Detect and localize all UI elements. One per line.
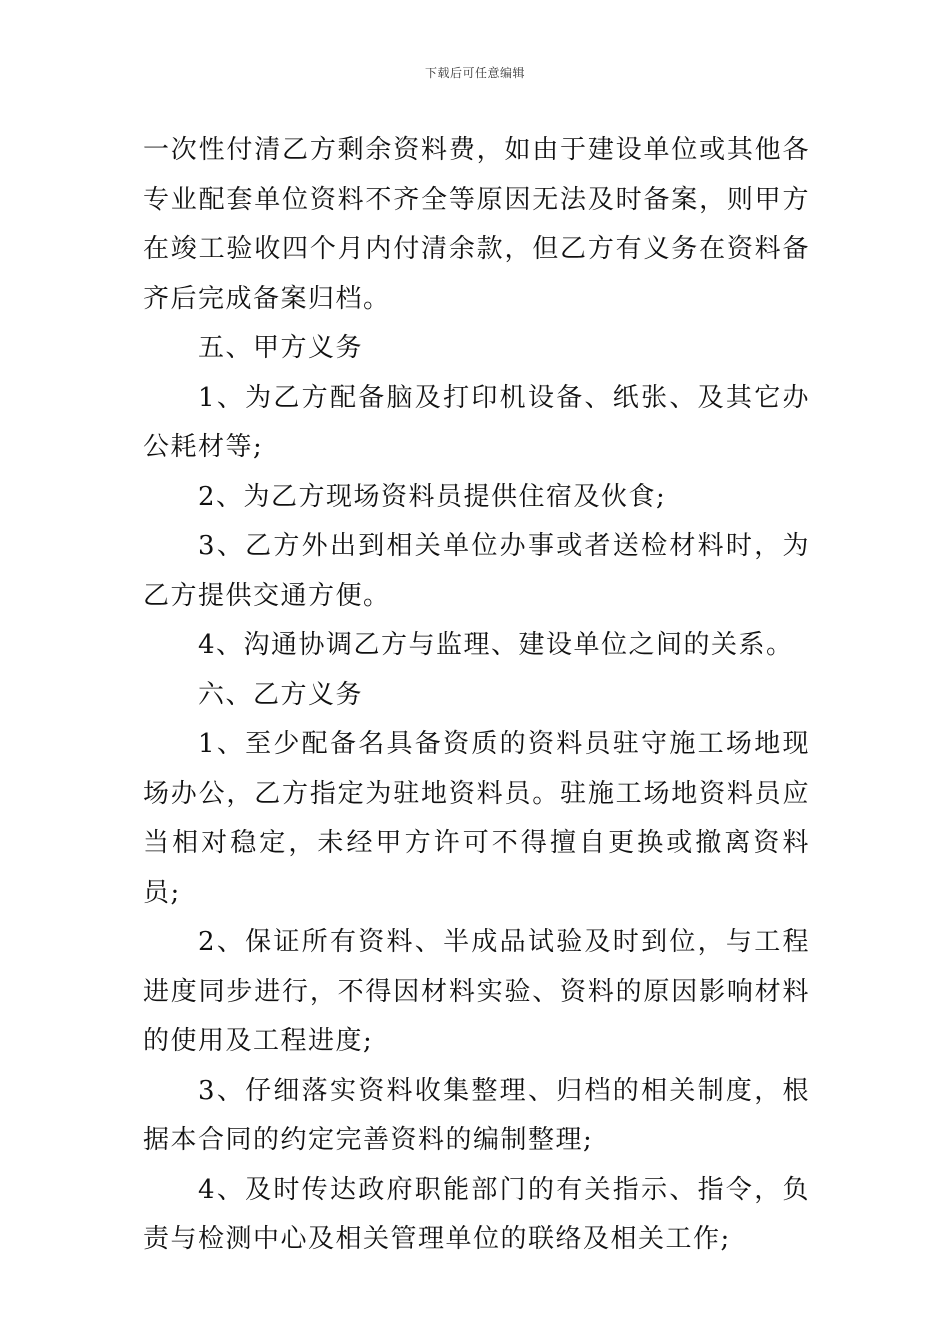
party-b-item-1: 1、至少配备名具备资质的资料员驻守施工场地现场办公，乙方指定为驻地资料员。驻施工场地资料员应当相对稳定，未经甲方许可不得擅自更换或撤离资料员;	[143, 729, 810, 908]
party-b-item-4: 4、及时传达政府职能部门的有关指示、指令，负责与检测中心及相关管理单位的联络及相关工作;	[143, 1174, 810, 1254]
document-body	[143, 126, 810, 1265]
party-a-item-3: 3、乙方外出到相关单位办事或者送检材料时，为乙方提供交通方便。	[143, 531, 810, 611]
page-header: 下载后可任意编辑	[424, 66, 525, 80]
party-b-item-2: 2、保证所有资料、半成品试验及时到位，与工程进度同步进行，不得因材料实验、资料的原因影响材料的使用及工程进度;	[143, 927, 810, 1056]
party-b-item-3: 3、仔细落实资料收集整理、归档的相关制度，根据本合同的约定完善资料的编制整理;	[143, 1075, 810, 1155]
paragraph-final-payment: 一次性付清乙方剩余资料费，如由于建设单位或其他各专业配套单位资料不齐全等原因无法及时备案，则甲方在竣工验收四个月内付清余款，但乙方有义务在资料备齐后完成备案归档。	[143, 135, 810, 314]
heading-party-b-obligations: 六、乙方义务	[198, 679, 364, 710]
party-a-item-2: 2、为乙方现场资料员提供住宿及伙食;	[198, 481, 667, 512]
heading-party-a-obligations: 五、甲方义务	[198, 333, 364, 363]
party-a-item-4: 4、沟通协调乙方与监理、建设单位之间的关系。	[198, 630, 794, 660]
party-a-item-1: 1、为乙方配备脑及打印机设备、纸张、及其它办公耗材等;	[143, 382, 810, 462]
